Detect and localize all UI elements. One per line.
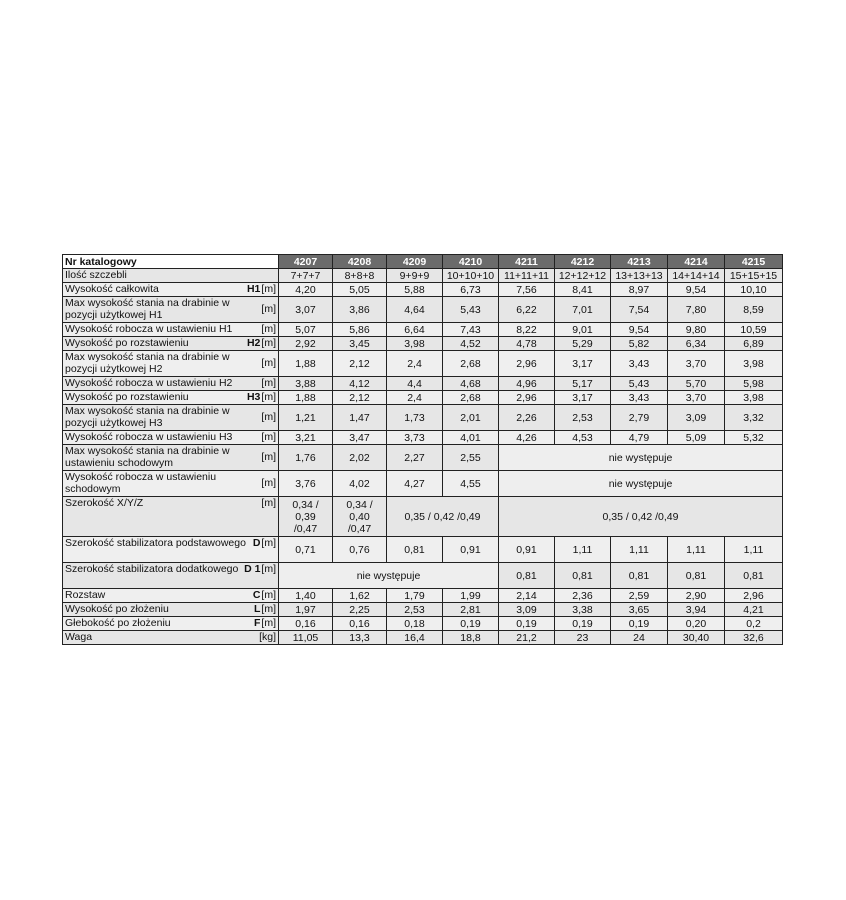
cell-4207: 4,20 [279, 283, 333, 297]
cell-4212: 5,29 [555, 337, 611, 351]
cell-4208: 4,02 [333, 471, 387, 497]
cell-4207: 11,05 [279, 631, 333, 645]
symbol: D 1 [244, 563, 261, 575]
row-maxh1 [63, 297, 783, 323]
unit: [m] [261, 617, 276, 629]
model-4209: 4209 [387, 255, 443, 269]
cell-4209: 16,4 [387, 631, 443, 645]
cell-4213: 24 [611, 631, 668, 645]
cell-4208: 2,02 [333, 445, 387, 471]
cell-4208: 0,34 / 0,40 /0,47 [333, 497, 387, 537]
cell-4215: 1,11 [725, 537, 783, 563]
label-text: Waga [65, 631, 93, 643]
model-4208: 4208 [333, 255, 387, 269]
cell-4215: 3,98 [725, 391, 783, 405]
cell-4213: 2,59 [611, 589, 668, 603]
cell-4213: 1,11 [611, 537, 668, 563]
label-text: Wysokość robocza w ustawieniu H3 [65, 431, 233, 443]
cell-4213: 8,97 [611, 283, 668, 297]
cell-4207: 0,34 / 0,39 /0,47 [279, 497, 333, 537]
cell-4208: 5,86 [333, 323, 387, 337]
label-text: Wysokość robocza w ustawieniu H2 [65, 377, 233, 389]
unit: [m] [261, 323, 276, 335]
cell-4209: 2,27 [387, 445, 443, 471]
row-label [63, 405, 279, 431]
cell-4215: 5,98 [725, 377, 783, 391]
cell-4213: 13+13+13 [611, 269, 668, 283]
cell-4211: 0,91 [499, 537, 555, 563]
cell-4214: 14+14+14 [668, 269, 725, 283]
cell-4212: 12+12+12 [555, 269, 611, 283]
unit: [m] [261, 589, 276, 601]
row-h3 [63, 391, 783, 405]
row-maxh2 [63, 351, 783, 377]
row-label [63, 631, 279, 645]
cell-4211: 4,96 [499, 377, 555, 391]
unit: [m] [261, 357, 276, 369]
cell-4208: 2,25 [333, 603, 387, 617]
label-text: Ilość szczebli [65, 269, 127, 281]
cell-4210: 18,8 [443, 631, 499, 645]
cell-4210: 2,81 [443, 603, 499, 617]
cell-4212: 2,36 [555, 589, 611, 603]
cell-4215: 10,10 [725, 283, 783, 297]
model-4210: 4210 [443, 255, 499, 269]
cell-4211: 8,22 [499, 323, 555, 337]
cell-4212: 9,01 [555, 323, 611, 337]
symbol: H3 [246, 391, 261, 403]
unit: [m] [261, 477, 276, 489]
cell-4207: 2,92 [279, 337, 333, 351]
model-4214: 4214 [668, 255, 725, 269]
cell-4215: 10,59 [725, 323, 783, 337]
row-robh1 [63, 323, 783, 337]
cell-4208: 3,86 [333, 297, 387, 323]
label-text: Wysokość po rozstawieniu [65, 391, 189, 403]
row-waga [63, 631, 783, 645]
cell-4208: 5,05 [333, 283, 387, 297]
label-text: Max wysokość stania na drabinie w pozycji użytkowej H3 [65, 405, 230, 429]
cell-4210: 5,43 [443, 297, 499, 323]
unit: [m] [261, 303, 276, 315]
cell-4211-4215: 0,35 / 0,42 /0,49 [499, 497, 783, 537]
cell-4213: 9,54 [611, 323, 668, 337]
cell-4210: 0,19 [443, 617, 499, 631]
label-text: Wysokość po złożeniu [65, 603, 169, 615]
cell-4207: 0,71 [279, 537, 333, 563]
row-label [63, 445, 279, 471]
label-text: Wysokość robocza w ustawieniu schodowym [65, 471, 217, 495]
cell-4213: 5,82 [611, 337, 668, 351]
unit: [kg] [259, 631, 276, 643]
model-4212: 4212 [555, 255, 611, 269]
cell-4214: 3,94 [668, 603, 725, 617]
cell-4209: 2,4 [387, 391, 443, 405]
spec-table [62, 254, 783, 645]
row-robh2 [63, 377, 783, 391]
cell-4214: 0,81 [668, 563, 725, 589]
cell-not-applicable: nie występuje [279, 563, 499, 589]
cell-4214: 1,11 [668, 537, 725, 563]
cell-4209: 2,53 [387, 603, 443, 617]
cell-4209: 3,73 [387, 431, 443, 445]
row-label [63, 323, 279, 337]
cell-4210: 2,01 [443, 405, 499, 431]
unit: [m] [261, 337, 276, 349]
row-szczeble [63, 269, 783, 283]
cell-4211: 4,78 [499, 337, 555, 351]
cell-4214: 30,40 [668, 631, 725, 645]
label-text: Wysokość po rozstawieniu [65, 337, 189, 349]
symbol: L [253, 603, 261, 615]
cell-4213: 2,79 [611, 405, 668, 431]
unit: [m] [261, 451, 276, 463]
unit: [m] [261, 431, 276, 443]
cell-4210: 10+10+10 [443, 269, 499, 283]
cell-4214: 9,54 [668, 283, 725, 297]
row-label [63, 269, 279, 283]
unit: [m] [261, 391, 276, 403]
cell-4209: 3,98 [387, 337, 443, 351]
cell-4213: 0,81 [611, 563, 668, 589]
cell-4207: 1,88 [279, 351, 333, 377]
cell-4215: 4,21 [725, 603, 783, 617]
cell-4208: 2,12 [333, 391, 387, 405]
cell-4210: 6,73 [443, 283, 499, 297]
row-label [63, 471, 279, 497]
row-rozstaw [63, 589, 783, 603]
cell-4215: 15+15+15 [725, 269, 783, 283]
cell-4211: 11+11+11 [499, 269, 555, 283]
cell-4210: 2,68 [443, 351, 499, 377]
symbol: H2 [246, 337, 261, 349]
cell-4214: 2,90 [668, 589, 725, 603]
cell-4209: 5,88 [387, 283, 443, 297]
cell-4207: 1,21 [279, 405, 333, 431]
cell-not-applicable: nie występuje [499, 445, 783, 471]
cell-4214: 9,80 [668, 323, 725, 337]
row-label [63, 603, 279, 617]
cell-4214: 3,70 [668, 391, 725, 405]
cell-4208: 1,62 [333, 589, 387, 603]
cell-4214: 7,80 [668, 297, 725, 323]
label-text: Szerokość X/Y/Z [65, 497, 144, 509]
cell-4208: 1,47 [333, 405, 387, 431]
cell-4207: 3,76 [279, 471, 333, 497]
cell-4207: 1,40 [279, 589, 333, 603]
label-text: Rozstaw [65, 589, 106, 601]
cell-4211: 0,19 [499, 617, 555, 631]
cell-4209: 0,81 [387, 537, 443, 563]
cell-4211: 6,22 [499, 297, 555, 323]
cell-4212: 2,53 [555, 405, 611, 431]
cell-4208: 2,12 [333, 351, 387, 377]
cell-4210: 2,55 [443, 445, 499, 471]
cell-4209: 1,79 [387, 589, 443, 603]
cell-4215: 2,96 [725, 589, 783, 603]
cell-not-applicable: nie występuje [499, 471, 783, 497]
cell-4212: 23 [555, 631, 611, 645]
cell-4207: 1,97 [279, 603, 333, 617]
model-4207: 4207 [279, 255, 333, 269]
row-xyz [63, 497, 783, 537]
cell-4213: 3,43 [611, 351, 668, 377]
cell-4209: 6,64 [387, 323, 443, 337]
cell-4211: 7,56 [499, 283, 555, 297]
cell-4208: 4,12 [333, 377, 387, 391]
symbol: F [253, 617, 261, 629]
cell-4208: 13,3 [333, 631, 387, 645]
cell-4207: 7+7+7 [279, 269, 333, 283]
cell-4208: 3,45 [333, 337, 387, 351]
label-text: Wysokość całkowita [65, 283, 159, 295]
row-label [63, 377, 279, 391]
unit: [m] [261, 377, 276, 389]
cell-4213: 7,54 [611, 297, 668, 323]
cell-4211: 3,09 [499, 603, 555, 617]
unit: [m] [261, 411, 276, 423]
cell-4212: 3,17 [555, 351, 611, 377]
cell-4215: 6,89 [725, 337, 783, 351]
cell-4212: 8,41 [555, 283, 611, 297]
cell-4211: 2,96 [499, 351, 555, 377]
cell-4210: 0,91 [443, 537, 499, 563]
row-label [63, 589, 279, 603]
cell-4215: 8,59 [725, 297, 783, 323]
cell-4207: 0,16 [279, 617, 333, 631]
cell-4212: 7,01 [555, 297, 611, 323]
cell-4215: 3,32 [725, 405, 783, 431]
row-maxh3 [63, 405, 783, 431]
header-row [63, 255, 783, 269]
unit: [m] [261, 497, 276, 509]
row-robh3 [63, 431, 783, 445]
cell-4212: 0,81 [555, 563, 611, 589]
cell-4209: 4,4 [387, 377, 443, 391]
cell-4212: 3,38 [555, 603, 611, 617]
cell-4213: 5,43 [611, 377, 668, 391]
cell-4214: 5,09 [668, 431, 725, 445]
row-label [63, 297, 279, 323]
cell-4212: 5,17 [555, 377, 611, 391]
row-robsch [63, 471, 783, 497]
row-maxsch [63, 445, 783, 471]
row-label [63, 431, 279, 445]
cell-4210: 2,68 [443, 391, 499, 405]
cell-4211: 2,96 [499, 391, 555, 405]
cell-4209: 1,73 [387, 405, 443, 431]
cell-4207: 1,88 [279, 391, 333, 405]
cell-4215: 32,6 [725, 631, 783, 645]
cell-4210: 4,55 [443, 471, 499, 497]
symbol: H1 [246, 283, 261, 295]
cell-4207: 3,21 [279, 431, 333, 445]
cell-4207: 3,88 [279, 377, 333, 391]
label-text: Wysokość robocza w ustawieniu H1 [65, 323, 233, 335]
cell-4210: 7,43 [443, 323, 499, 337]
cell-4214: 0,20 [668, 617, 725, 631]
cell-4213: 3,43 [611, 391, 668, 405]
row-label [63, 283, 279, 297]
label-text: Szerokość stabilizatora dodatkowego [65, 563, 239, 575]
cell-4213: 4,79 [611, 431, 668, 445]
row-glebF [63, 617, 783, 631]
row-h1 [63, 283, 783, 297]
row-h2 [63, 337, 783, 351]
symbol: C [252, 589, 261, 601]
cell-4214: 3,70 [668, 351, 725, 377]
label-text: Max wysokość stania na drabinie w pozycji użytkowej H2 [65, 351, 230, 375]
cell-4212: 4,53 [555, 431, 611, 445]
row-label [63, 351, 279, 377]
row-label [63, 497, 279, 537]
unit: [m] [261, 603, 276, 615]
cell-4207: 3,07 [279, 297, 333, 323]
model-4211: 4211 [499, 255, 555, 269]
cell-4209: 4,27 [387, 471, 443, 497]
cell-4211: 0,81 [499, 563, 555, 589]
cell-4207: 1,76 [279, 445, 333, 471]
cell-4210: 4,52 [443, 337, 499, 351]
cell-4215: 5,32 [725, 431, 783, 445]
symbol: D [252, 537, 261, 549]
cell-4212: 0,19 [555, 617, 611, 631]
cell-4215: 3,98 [725, 351, 783, 377]
label-text: Max wysokość stania na drabinie w pozycji użytkowej H1 [65, 297, 230, 321]
unit: [m] [261, 537, 276, 549]
row-label [63, 617, 279, 631]
cell-4211: 2,14 [499, 589, 555, 603]
catalog-number-label: Nr katalogowy [63, 255, 279, 269]
cell-4209: 4,64 [387, 297, 443, 323]
label-text: Szerokość stabilizatora podstawowego [65, 537, 246, 549]
cell-4213: 0,19 [611, 617, 668, 631]
row-stabD1 [63, 563, 783, 589]
cell-4208: 0,76 [333, 537, 387, 563]
model-4213: 4213 [611, 255, 668, 269]
cell-4212: 1,11 [555, 537, 611, 563]
cell-4211: 21,2 [499, 631, 555, 645]
cell-4214: 6,34 [668, 337, 725, 351]
cell-4211: 2,26 [499, 405, 555, 431]
cell-4212: 3,17 [555, 391, 611, 405]
label-text: Głebokość po złożeniu [65, 617, 171, 629]
row-label [63, 537, 279, 563]
cell-4209: 9+9+9 [387, 269, 443, 283]
cell-4213: 3,65 [611, 603, 668, 617]
cell-4208: 0,16 [333, 617, 387, 631]
row-label [63, 391, 279, 405]
cell-4210: 4,01 [443, 431, 499, 445]
cell-4214: 5,70 [668, 377, 725, 391]
cell-4211: 4,26 [499, 431, 555, 445]
cell-4210: 4,68 [443, 377, 499, 391]
row-label [63, 337, 279, 351]
cell-4210: 1,99 [443, 589, 499, 603]
cell-4209: 2,4 [387, 351, 443, 377]
unit: [m] [261, 283, 276, 295]
cell-4207: 5,07 [279, 323, 333, 337]
model-4215: 4215 [725, 255, 783, 269]
cell-4208: 8+8+8 [333, 269, 387, 283]
row-label [63, 563, 279, 589]
unit: [m] [261, 563, 276, 575]
cell-4214: 3,09 [668, 405, 725, 431]
row-wysL [63, 603, 783, 617]
cell-4209: 0,18 [387, 617, 443, 631]
label-text: Max wysokość stania na drabinie w ustawieniu schodowym [65, 445, 230, 469]
cell-4215: 0,2 [725, 617, 783, 631]
cell-4215: 0,81 [725, 563, 783, 589]
cell-4208: 3,47 [333, 431, 387, 445]
row-stabD [63, 537, 783, 563]
cell-4209-4210: 0,35 / 0,42 /0,49 [387, 497, 499, 537]
